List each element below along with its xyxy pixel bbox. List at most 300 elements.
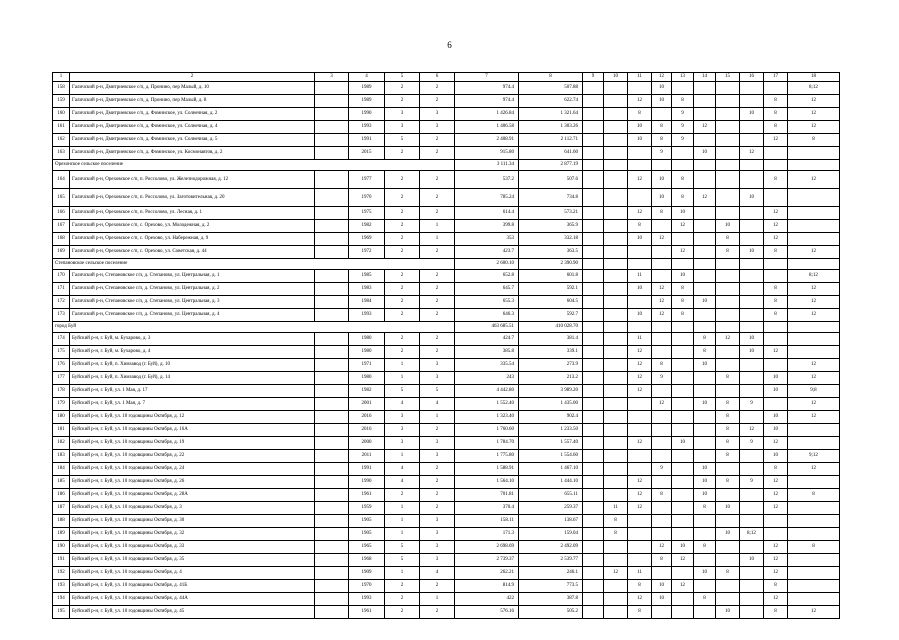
table-cell: [315, 567, 349, 580]
column-number-9: 9: [583, 73, 604, 82]
table-cell: 10: [628, 134, 652, 147]
table-cell: [315, 134, 349, 147]
total-area-cell: 614.4: [455, 207, 519, 220]
section-total-area: 463 685.51: [455, 322, 519, 333]
table-cell: 11: [628, 270, 652, 283]
living-area-cell: 332.18: [519, 233, 583, 246]
table-cell: [716, 593, 740, 606]
table-cell: [716, 489, 740, 502]
housing-register-table: [52, 72, 840, 619]
table-cell: 4: [385, 398, 420, 411]
row-number: 187: [53, 502, 70, 515]
table-cell: 12: [628, 385, 652, 398]
table-cell: 8: [764, 463, 788, 476]
table-row: [53, 95, 840, 108]
row-number: 164: [53, 171, 70, 189]
table-cell: [764, 189, 788, 207]
table-cell: [672, 372, 694, 385]
living-area-cell: 622.74: [519, 95, 583, 108]
table-cell: [628, 411, 652, 424]
table-cell: 1: [385, 502, 420, 515]
table-cell: [716, 171, 740, 189]
table-cell: 12: [788, 372, 840, 385]
table-cell: [604, 476, 628, 489]
year-cell: 1959: [349, 502, 385, 515]
table-cell: 10: [652, 593, 672, 606]
table-cell: 2: [420, 309, 455, 322]
column-number-5: 5: [385, 73, 420, 82]
table-cell: 8: [764, 108, 788, 121]
column-number-3: 3: [315, 73, 349, 82]
section-total-living-area: 2 877.19: [519, 160, 583, 171]
table-cell: [764, 398, 788, 411]
column-number-10: 10: [604, 73, 628, 82]
table-cell: 12: [652, 283, 672, 296]
address-cell: Буйский р-н, г. Буй, ул. 10 годовщины Октября, д. 12: [70, 411, 315, 424]
living-area-cell: 273.9: [519, 359, 583, 372]
table-cell: 1: [385, 515, 420, 528]
address-cell: Буйский р-н, г. Буй, ул. 10 годовщины Октября, д. 45: [70, 606, 315, 619]
page-number: 6: [447, 40, 452, 50]
living-area-cell: 159.04: [519, 528, 583, 541]
table-cell: [604, 121, 628, 134]
table-cell: [694, 554, 716, 567]
table-cell: 12: [764, 220, 788, 233]
table-cell: [694, 95, 716, 108]
total-area-cell: 1 406.58: [455, 121, 519, 134]
table-cell: [716, 580, 740, 593]
total-area-cell: 399.8: [455, 220, 519, 233]
table-cell: 12: [764, 554, 788, 567]
table-row: [53, 207, 840, 220]
table-row: [53, 134, 840, 147]
table-row: [53, 580, 840, 593]
living-area-cell: 592.1: [519, 283, 583, 296]
table-cell: [672, 463, 694, 476]
table-cell: 12: [788, 606, 840, 619]
row-number: 165: [53, 189, 70, 207]
column-number-2: 2: [70, 73, 315, 82]
table-cell: 3: [385, 121, 420, 134]
table-cell: [716, 108, 740, 121]
table-cell: [628, 322, 652, 333]
living-area-cell: 1 303.26: [519, 121, 583, 134]
table-cell: [583, 134, 604, 147]
table-cell: [764, 259, 788, 270]
living-area-cell: 2 492.09: [519, 541, 583, 554]
table-cell: [788, 333, 840, 346]
year-cell: 2016: [349, 424, 385, 437]
table-row: [53, 437, 840, 450]
table-cell: 12: [764, 567, 788, 580]
table-cell: 8: [764, 580, 788, 593]
table-cell: [583, 372, 604, 385]
table-cell: 8: [628, 580, 652, 593]
table-cell: 12: [764, 134, 788, 147]
table-cell: 8: [652, 554, 672, 567]
table-cell: 3: [420, 121, 455, 134]
table-cell: [672, 411, 694, 424]
table-cell: [694, 580, 716, 593]
table-cell: 3: [420, 515, 455, 528]
table-row: [53, 502, 840, 515]
table-cell: [315, 296, 349, 309]
table-cell: 2: [385, 309, 420, 322]
table-cell: [788, 502, 840, 515]
table-cell: 12: [672, 246, 694, 259]
table-cell: [716, 95, 740, 108]
table-cell: [583, 147, 604, 160]
table-row: [53, 82, 840, 95]
table-cell: 4: [420, 398, 455, 411]
total-area-cell: 1 426.84: [455, 108, 519, 121]
table-cell: [716, 554, 740, 567]
table-cell: [583, 411, 604, 424]
table-cell: 12: [764, 502, 788, 515]
table-cell: [694, 171, 716, 189]
table-cell: 3: [385, 437, 420, 450]
table-cell: 1: [385, 567, 420, 580]
total-area-cell: 1 775.80: [455, 450, 519, 463]
table-cell: [583, 502, 604, 515]
table-cell: [583, 528, 604, 541]
address-cell: Галичский р-н, Степановское с/п, д. Степаново, ул. Центральная, д. 4: [70, 309, 315, 322]
row-number: 178: [53, 385, 70, 398]
table-cell: 3: [420, 437, 455, 450]
table-cell: 10: [628, 121, 652, 134]
table-cell: [583, 246, 604, 259]
year-cell: 2011: [349, 450, 385, 463]
address-cell: Буйский р-н, г. Буй, ул. 10 годовщины Октября, д. 28А: [70, 489, 315, 502]
table-cell: [740, 372, 764, 385]
table-cell: 12: [788, 121, 840, 134]
year-cell: 1990: [349, 476, 385, 489]
table-cell: [652, 385, 672, 398]
table-row: [53, 246, 840, 259]
table-cell: [740, 567, 764, 580]
table-cell: [604, 270, 628, 283]
table-cell: 10: [694, 463, 716, 476]
row-number: 175: [53, 346, 70, 359]
column-number-14: 14: [694, 73, 716, 82]
table-cell: [740, 593, 764, 606]
year-cell: 1980: [349, 346, 385, 359]
table-cell: 3: [420, 528, 455, 541]
table-cell: [604, 333, 628, 346]
table-cell: [764, 333, 788, 346]
table-cell: 12: [604, 567, 628, 580]
table-cell: [583, 476, 604, 489]
table-cell: 10: [764, 372, 788, 385]
table-cell: 12: [788, 309, 840, 322]
total-area-cell: 645.7: [455, 283, 519, 296]
table-cell: [652, 333, 672, 346]
table-cell: [672, 424, 694, 437]
table-cell: [694, 233, 716, 246]
table-cell: 3: [420, 108, 455, 121]
table-cell: [740, 296, 764, 309]
table-cell: 10: [694, 567, 716, 580]
table-cell: [716, 82, 740, 95]
table-cell: [740, 606, 764, 619]
table-cell: [315, 283, 349, 296]
table-cell: [604, 233, 628, 246]
column-number-18: 18: [788, 73, 840, 82]
table-cell: 12: [628, 95, 652, 108]
table-cell: [604, 296, 628, 309]
table-cell: 10: [694, 489, 716, 502]
table-cell: 12: [652, 398, 672, 411]
table-cell: 8: [628, 606, 652, 619]
table-cell: 3: [420, 554, 455, 567]
table-cell: 10: [628, 233, 652, 246]
table-cell: [740, 82, 764, 95]
total-area-cell: 424.7: [455, 333, 519, 346]
table-cell: 8: [628, 108, 652, 121]
section-row: [53, 160, 840, 171]
table-cell: [583, 580, 604, 593]
table-cell: 8: [628, 220, 652, 233]
address-cell: Буйский р-н, г. Буй, ул. 10 годовщины Октября, д. 19: [70, 437, 315, 450]
table-cell: [315, 95, 349, 108]
living-area-cell: 604.5: [519, 296, 583, 309]
table-cell: [583, 82, 604, 95]
table-cell: [315, 309, 349, 322]
table-cell: 10: [764, 424, 788, 437]
address-cell: Буйский р-н, г. Буй, ул. 10 годовщины Октября, д. 35: [70, 554, 315, 567]
table-cell: [315, 270, 349, 283]
table-cell: [583, 108, 604, 121]
row-number: 182: [53, 437, 70, 450]
table-cell: [672, 450, 694, 463]
table-cell: 12: [788, 108, 840, 121]
table-cell: [764, 528, 788, 541]
address-cell: Буйский р-н, г. Буй, ул. 10 годовщины Октября, д. 24: [70, 463, 315, 476]
row-number: 186: [53, 489, 70, 502]
table-cell: [740, 515, 764, 528]
table-cell: 4: [385, 463, 420, 476]
table-cell: [694, 515, 716, 528]
row-number: 171: [53, 283, 70, 296]
table-cell: 10: [740, 346, 764, 359]
address-cell: Буйский р-н, г. Буй, ул. 10 годовщины Октября, д. 3: [70, 502, 315, 515]
table-cell: [583, 233, 604, 246]
table-cell: 8: [652, 359, 672, 372]
table-cell: 10: [740, 108, 764, 121]
row-number: 169: [53, 246, 70, 259]
table-cell: 2: [385, 246, 420, 259]
table-cell: 12: [788, 171, 840, 189]
table-cell: [628, 246, 652, 259]
table-body: [53, 73, 840, 619]
table-cell: [716, 385, 740, 398]
table-row: [53, 147, 840, 160]
living-area-cell: 339.1: [519, 346, 583, 359]
address-cell: Галичский р-н, Дмитриевское с/п, д. Пронино, пер Малый, д. 10: [70, 82, 315, 95]
table-cell: 8: [672, 296, 694, 309]
living-area-cell: 1 233.50: [519, 424, 583, 437]
table-cell: [652, 450, 672, 463]
address-cell: Галичский р-н, Ореховское с/п, п. Россолово, ул. Заготовительная, д. 20: [70, 189, 315, 207]
table-cell: 9: [652, 372, 672, 385]
table-cell: [740, 411, 764, 424]
table-cell: [315, 207, 349, 220]
table-cell: [788, 580, 840, 593]
table-cell: [716, 134, 740, 147]
table-cell: 10: [740, 246, 764, 259]
section-total-living-area: 2 390.90: [519, 259, 583, 270]
table-cell: [583, 189, 604, 207]
table-cell: 12: [628, 207, 652, 220]
table-cell: 12: [628, 502, 652, 515]
table-cell: [694, 437, 716, 450]
year-cell: 1980: [349, 333, 385, 346]
address-cell: Буйский р-н, г. Буй, п. Химзавод (г. Буй), д. 10: [70, 359, 315, 372]
row-number: 191: [53, 554, 70, 567]
table-cell: 5: [385, 554, 420, 567]
year-cell: 1969: [349, 233, 385, 246]
year-cell: 1993: [349, 593, 385, 606]
row-number: 160: [53, 108, 70, 121]
table-cell: [583, 270, 604, 283]
table-cell: [788, 424, 840, 437]
table-cell: [604, 346, 628, 359]
table-cell: [315, 147, 349, 160]
table-cell: [583, 346, 604, 359]
table-cell: [716, 541, 740, 554]
living-area-cell: 601.8: [519, 270, 583, 283]
table-cell: [315, 554, 349, 567]
living-area-cell: 363.5: [519, 246, 583, 259]
total-area-cell: 1 588.91: [455, 463, 519, 476]
table-cell: [652, 567, 672, 580]
table-cell: [740, 580, 764, 593]
table-cell: 2: [385, 333, 420, 346]
table-cell: [740, 259, 764, 270]
table-cell: [583, 593, 604, 606]
table-cell: [604, 147, 628, 160]
table-cell: [694, 134, 716, 147]
column-number-1: 1: [53, 73, 70, 82]
table-cell: [716, 207, 740, 220]
table-cell: 2: [385, 296, 420, 309]
table-cell: 3: [385, 108, 420, 121]
column-number-16: 16: [740, 73, 764, 82]
table-cell: 12: [788, 411, 840, 424]
table-cell: [583, 121, 604, 134]
table-cell: 10: [716, 220, 740, 233]
table-row: [53, 450, 840, 463]
table-cell: [672, 160, 694, 171]
table-cell: 3: [420, 372, 455, 385]
table-cell: [740, 502, 764, 515]
table-cell: 10: [694, 147, 716, 160]
table-cell: [716, 346, 740, 359]
living-area-cell: 1 435.00: [519, 398, 583, 411]
year-cell: 1989: [349, 82, 385, 95]
total-area-cell: 1 784.70: [455, 437, 519, 450]
table-cell: [694, 207, 716, 220]
table-cell: 2: [385, 270, 420, 283]
table-cell: [315, 502, 349, 515]
total-area-cell: 262.21: [455, 567, 519, 580]
table-cell: [628, 189, 652, 207]
year-cell: 1970: [349, 580, 385, 593]
table-cell: [694, 385, 716, 398]
table-cell: [583, 259, 604, 270]
table-cell: [315, 463, 349, 476]
year-cell: 2015: [349, 147, 385, 160]
year-cell: 1984: [349, 296, 385, 309]
address-cell: Буйский р-н, г. Буй, м. Бухарово, д. 3: [70, 333, 315, 346]
address-cell: Галичский р-н, Степановское с/п, д. Степаново, ул. Центральная, д. 3: [70, 296, 315, 309]
table-cell: [315, 385, 349, 398]
table-cell: 12: [788, 296, 840, 309]
year-cell: 1983: [349, 283, 385, 296]
table-row: [53, 528, 840, 541]
table-cell: 12: [694, 189, 716, 207]
table-cell: 12: [788, 95, 840, 108]
table-cell: 8: [694, 541, 716, 554]
table-cell: [740, 283, 764, 296]
table-cell: 8: [716, 246, 740, 259]
table-cell: 4: [385, 476, 420, 489]
table-cell: 8: [652, 121, 672, 134]
table-cell: 8: [716, 398, 740, 411]
table-cell: [764, 515, 788, 528]
table-cell: 2: [420, 95, 455, 108]
table-cell: 12: [694, 121, 716, 134]
table-cell: 4: [420, 567, 455, 580]
table-cell: 8: [604, 515, 628, 528]
table-cell: [583, 283, 604, 296]
table-cell: [583, 463, 604, 476]
address-cell: Галичский р-н, Дмитриевское с/п, д. Фоминское, ул. Солнечная, д. 5: [70, 134, 315, 147]
table-cell: 9: [740, 437, 764, 450]
table-cell: 8: [672, 283, 694, 296]
table-cell: [628, 554, 652, 567]
column-number-4: 4: [349, 73, 385, 82]
table-cell: 2: [385, 580, 420, 593]
table-cell: [716, 296, 740, 309]
row-number: 170: [53, 270, 70, 283]
table-cell: [315, 189, 349, 207]
table-cell: 12: [740, 147, 764, 160]
table-cell: 9: [740, 398, 764, 411]
table-cell: [694, 246, 716, 259]
table-cell: [740, 233, 764, 246]
table-cell: [315, 359, 349, 372]
living-area-cell: 773.5: [519, 580, 583, 593]
table-cell: 2: [385, 233, 420, 246]
column-number-12: 12: [652, 73, 672, 82]
year-cell: 1982: [349, 220, 385, 233]
table-cell: [716, 270, 740, 283]
table-cell: [740, 309, 764, 322]
table-cell: 12: [628, 437, 652, 450]
table-cell: [628, 259, 652, 270]
table-cell: [788, 476, 840, 489]
table-cell: [716, 259, 740, 270]
table-cell: 8: [716, 233, 740, 246]
living-area-cell: 3 989.20: [519, 385, 583, 398]
section-row: [53, 259, 840, 270]
total-area-cell: 2 739.37: [455, 554, 519, 567]
table-cell: [694, 270, 716, 283]
table-cell: 8: [764, 171, 788, 189]
address-cell: Буйский р-н, г. Буй, ул. 10 годовщины Октября, д. 41Б: [70, 580, 315, 593]
row-number: 177: [53, 372, 70, 385]
